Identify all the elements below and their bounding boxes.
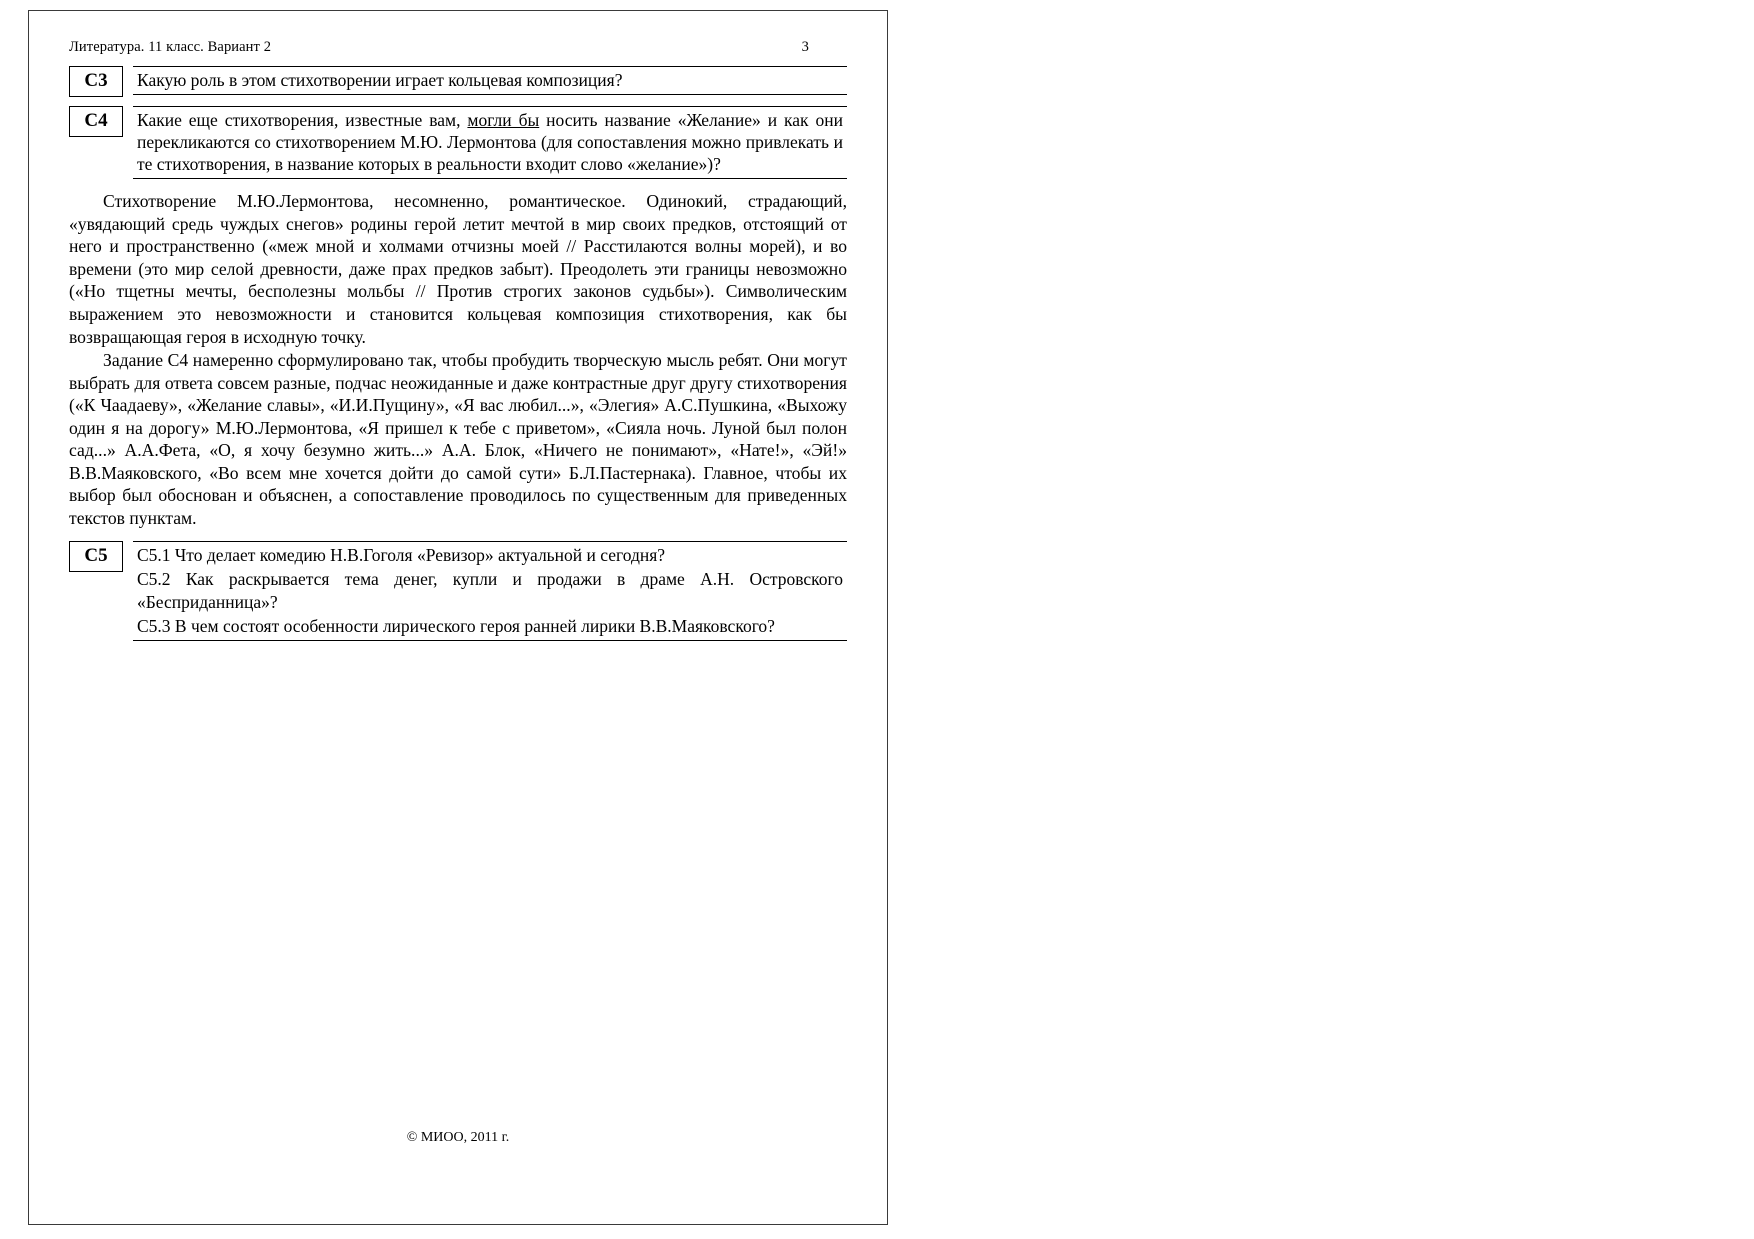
page-footer xyxy=(29,1130,887,1146)
task-c5-item-1: С5.1 Что делает комедию Н.В.Гоголя «Ревизор» актуальной и сегодня? xyxy=(137,545,666,566)
copyright-text: © МИОО, 2011 г. xyxy=(406,1130,510,1145)
document-page xyxy=(28,10,888,1225)
page-content xyxy=(29,11,887,1224)
task-c4 xyxy=(69,106,847,180)
task-text-c3 xyxy=(133,66,847,95)
task-c3-line: Какую роль в этом стихотворении играет кольцевая композиция? xyxy=(137,70,623,90)
commentary-paragraph-2: Задание С4 намеренно сформулировано так, чтобы пробудить творческую мысль ребят. Они могут выбрать для ответа совсем разные, подчас неожиданные и даже контрастные друг другу стихотворения («К Чаадаеву», «Желание славы», «И.И.Пущину», «Я вас любил...», «Элегия» А.С.Пушкина, «Выхожу один я на дорогу» М.Ю.Лермонтова, «Я пришел к тебе с приветом», «Сияла ночь. Луной был полон сад...» А.А.Фета, «О, я хочу безумно жить...» А.А. Блок, «Ничего не понимают», «Нате!», «Эй!» В.В.Маяковского, «Во всем мне хочется дойти до самой сути» Б.Л.Пастернака). Главное, чтобы их выбор был обоснован и объяснен, а сопоставление проводилось по существенным для приведенных текстов пунктам. xyxy=(69,350,847,528)
running-head-title: Литература. 11 класс. Вариант 2 xyxy=(69,39,272,55)
task-code-c4: C4 xyxy=(69,106,123,137)
task-text-c4 xyxy=(133,106,847,180)
task-text-c5 xyxy=(133,541,847,641)
running-head xyxy=(69,39,847,56)
page-number: 3 xyxy=(801,39,809,55)
commentary-section xyxy=(69,190,847,529)
task-c4-line: Какие еще стихотворения, известные вам, могли бы носить название «Желание» и как они перекликаются со стихотворением М.Ю. Лермонтова (для сопоставления можно привлекать и те стихотворения, в название которых в реальности входит слово «желание»)? xyxy=(137,109,843,175)
task-code-c3: C3 xyxy=(69,66,123,97)
task-c3 xyxy=(69,66,847,97)
underlined-fragment: могли бы xyxy=(467,109,540,130)
task-code-c5: C5 xyxy=(69,541,123,572)
task-c5 xyxy=(69,541,847,641)
task-c5-item-2: С5.2 Как раскрывается тема денег, купли и продажи в драме А.Н. Островского «Бесприданница»? xyxy=(137,569,843,612)
task-c5-item-3: С5.3 В чем состоят особенности лирического героя ранней лирики В.В.Маяковского? xyxy=(137,615,775,636)
commentary-paragraph-1: Стихотворение М.Ю.Лермонтова, несомненно, романтическое. Одинокий, страдающий, «увядающий средь чуждых снегов» родины герой летит мечтой в мир своих предков, отстоящий от него и пространственно («меж мной и холмами отчизны моей // Расстилаются волны морей), и во времени (это мир селой древности, даже прах предков забыт). Преодолеть эти границы невозможно («Но тщетны мечты, бесполезны мольбы // Против строгих законов судьбы»). Символическим выражением это невозможности и становится кольцевая композиция стихотворения, как бы возвращающая героя в исходную точку. xyxy=(69,191,847,347)
